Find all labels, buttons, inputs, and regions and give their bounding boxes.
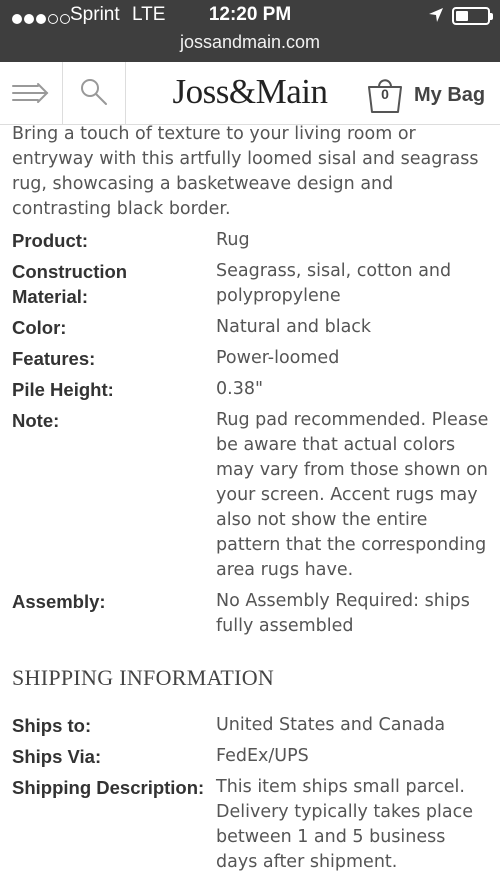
spec-label: Note: xyxy=(12,410,60,431)
carrier-name: Sprint xyxy=(70,4,120,25)
spec-value: No Assembly Required: ships fully assembled xyxy=(216,591,470,636)
status-bar xyxy=(0,0,500,62)
spec-label: Product: xyxy=(12,230,89,251)
spec-label: Features: xyxy=(12,348,96,369)
spec-label: Pile Height: xyxy=(12,379,114,400)
network-type: LTE xyxy=(132,4,166,25)
spec-row xyxy=(12,589,492,639)
spec-label: Color: xyxy=(12,317,67,338)
spec-value: Seagrass, sisal, cotton and polypropylene xyxy=(216,261,452,306)
shipping-heading: SHIPPING INFORMATION xyxy=(12,665,275,690)
spec-label: Assembly: xyxy=(12,591,106,612)
search-icon xyxy=(63,62,125,124)
spec-value: Rug xyxy=(216,230,250,250)
product-description: Bring a touch of texture to your living room or entryway with this artfully loomed sisal and seagrass rug, showcasing a basketweave design and contrasting black border. xyxy=(12,124,479,219)
battery-icon xyxy=(452,7,490,25)
spec-label: Shipping Description: xyxy=(12,777,205,798)
spec-row xyxy=(12,377,492,402)
spec-value: 0.38" xyxy=(216,379,264,399)
my-bag-link[interactable]: My Bag xyxy=(414,84,486,106)
shipping-row xyxy=(12,775,492,875)
spec-row xyxy=(12,228,492,253)
spec-row xyxy=(12,315,492,340)
search-button[interactable] xyxy=(63,62,126,124)
location-arrow-icon xyxy=(428,7,444,29)
spec-value: Natural and black xyxy=(216,317,372,337)
spec-value: FedEx/UPS xyxy=(216,746,309,766)
spec-row xyxy=(12,408,492,583)
product-details xyxy=(12,122,492,881)
spec-label: Construction Material: xyxy=(12,261,128,307)
spec-label: Ships to: xyxy=(12,715,92,736)
shipping-row xyxy=(12,744,492,769)
site-logo[interactable]: Joss&Main xyxy=(172,72,328,111)
spec-label: Ships Via: xyxy=(12,746,102,767)
spec-row xyxy=(12,259,492,309)
spec-value: United States and Canada xyxy=(216,715,446,735)
menu-button[interactable] xyxy=(0,62,63,124)
menu-arrow-icon xyxy=(0,62,62,124)
clock: 12:20 PM xyxy=(208,4,292,25)
spec-row xyxy=(12,346,492,371)
spec-value: Rug pad recommended. Please be aware that actual colors may vary from those shown on your screen. Accent rugs may also not show the entire pattern that the corresponding area rugs have. xyxy=(216,410,489,580)
spec-value: Power-loomed xyxy=(216,348,340,368)
shipping-row xyxy=(12,713,492,738)
site-header xyxy=(0,62,500,125)
spec-value: This item ships small parcel. Delivery typically takes place between 1 and 5 business days after shipment. xyxy=(216,777,474,872)
bag-count-badge: 0 xyxy=(381,86,389,102)
address-bar[interactable]: jossandmain.com xyxy=(179,32,321,52)
